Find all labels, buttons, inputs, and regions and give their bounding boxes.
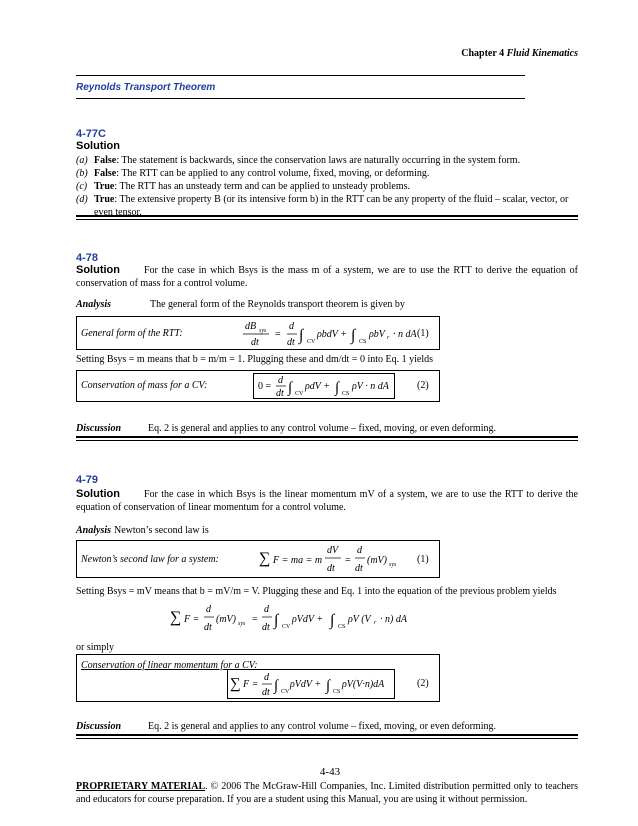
list-item xyxy=(76,180,578,193)
solution-para xyxy=(76,264,578,290)
equation-number: (1) xyxy=(417,554,429,565)
discussion-label: Discussion xyxy=(76,721,122,732)
solution-para xyxy=(76,488,578,514)
equation-box-newton xyxy=(76,540,440,578)
item-verdict: False xyxy=(94,155,117,166)
svg-text:ρbV: ρbV xyxy=(369,329,385,340)
equation-label: Conservation of mass for a CV: xyxy=(81,380,208,391)
svg-text:dB: dB xyxy=(245,321,257,332)
item-verdict: False xyxy=(94,168,117,179)
equation-number: (2) xyxy=(417,678,429,689)
equation-number: (1) xyxy=(417,328,429,339)
setting-para: Setting Bsys = m means that b = m/m = 1. Plugging these and dm/dt = 0 into Eq. 1 yields xyxy=(76,354,433,365)
divider xyxy=(76,734,578,739)
equation-label: Conservation of linear momentum for a CV: xyxy=(81,660,258,671)
svg-text:CV: CV xyxy=(281,689,290,695)
svg-text:(mV): (mV) xyxy=(216,614,236,625)
combined-equation xyxy=(168,600,428,636)
solution-label: Solution xyxy=(76,140,120,152)
analysis-para xyxy=(76,298,405,311)
running-header xyxy=(420,47,578,60)
svg-text:ρbdV +: ρbdV + xyxy=(317,329,347,340)
svg-text:F =: F = xyxy=(243,679,259,690)
solution-text: For the case in which Bsys is the linear momentum mV of a system, we are to use the RTT to derive the equation of conservation of linear momentum for a control volume. xyxy=(76,489,578,513)
svg-text:ρV(V·n)dA: ρV(V·n)dA xyxy=(342,679,385,690)
svg-text:d: d xyxy=(264,672,269,683)
equation-box-momentum-outer xyxy=(76,654,440,702)
svg-text:∫: ∫ xyxy=(299,327,304,344)
svg-text:ρdV +: ρdV + xyxy=(305,381,330,392)
analysis-label: Analysis xyxy=(76,299,112,310)
item-text: : The statement is backwards, since the conservation laws are naturally occurring in the system form. xyxy=(116,155,521,166)
svg-text:· n) dA: · n) dA xyxy=(380,614,407,625)
svg-text:∫: ∫ xyxy=(351,327,356,344)
svg-text:r: r xyxy=(387,335,390,341)
list-item xyxy=(76,154,578,167)
svg-text:dV: dV xyxy=(327,545,339,556)
svg-text:∑: ∑ xyxy=(259,550,271,567)
svg-text:=: = xyxy=(252,614,258,625)
solution-label: Solution xyxy=(76,264,120,276)
equation-box-rtt xyxy=(76,316,440,350)
svg-text:dt: dt xyxy=(355,563,363,574)
newton-equation xyxy=(257,541,437,577)
svg-text:=: = xyxy=(275,329,281,340)
equation-box-mass-inner xyxy=(253,373,395,399)
svg-text:∫: ∫ xyxy=(335,380,340,396)
list-item xyxy=(76,167,578,180)
item-text: : The RTT can be applied to any control volume, fixed, moving, or deforming. xyxy=(116,168,430,179)
item-verdict: True xyxy=(94,181,115,192)
svg-text:CS: CS xyxy=(359,339,367,345)
or-simply: or simply xyxy=(76,642,115,653)
svg-text:d: d xyxy=(206,604,211,615)
section-rule-bottom xyxy=(76,98,525,99)
svg-text:CV: CV xyxy=(295,391,304,397)
copyright-text: . © 2006 The McGraw-Hill Companies, Inc. Limited distribution permitted only to teachers and educators for course preparation. If you are a student using this Manual, you are using it without permission. xyxy=(76,781,578,805)
svg-text:∫: ∫ xyxy=(326,678,331,694)
svg-text:=: = xyxy=(345,555,351,566)
svg-text:r: r xyxy=(374,620,377,626)
chapter-title: Fluid Kinematics xyxy=(506,48,578,59)
problem-number: 4-77C xyxy=(76,128,106,140)
item-key: (c) xyxy=(76,181,88,192)
item-text: : The RTT has an unsteady term and can be applied to unsteady problems. xyxy=(114,181,410,192)
item-text: : The extensive property B (or its intensive form b) in the RTT can be any property of the fluid – scalar, vector, or even tensor. xyxy=(94,194,569,218)
discussion-text: Eq. 2 is general and applies to any control volume – fixed, moving, or even deforming. xyxy=(148,721,496,732)
svg-text:ρV (V: ρV (V xyxy=(348,614,371,625)
svg-text:ρV · n dA: ρV · n dA xyxy=(352,381,389,392)
svg-text:CV: CV xyxy=(307,339,316,345)
svg-text:∑: ∑ xyxy=(230,676,241,692)
svg-text:(mV): (mV) xyxy=(367,555,387,566)
discussion-para xyxy=(76,422,496,435)
momentum-equation xyxy=(228,670,394,698)
svg-text:sys: sys xyxy=(259,328,267,334)
svg-text:d: d xyxy=(278,375,283,386)
svg-text:sys: sys xyxy=(238,621,246,627)
divider xyxy=(76,215,578,220)
svg-text:· n dA: · n dA xyxy=(393,329,417,340)
svg-text:CS: CS xyxy=(342,391,350,397)
svg-text:CV: CV xyxy=(282,624,291,630)
solution-text: For the case in which Bsys is the mass m of a system, we are to use the RTT to derive the equation of conservation of mass for a control volume. xyxy=(76,265,578,289)
svg-text:sys: sys xyxy=(389,562,397,568)
rtt-equation xyxy=(237,317,437,349)
discussion-text: Eq. 2 is general and applies to any control volume – fixed, moving, or even deforming. xyxy=(148,423,496,434)
equation-box-momentum-inner xyxy=(227,669,395,699)
svg-text:dt: dt xyxy=(251,337,259,348)
mass-equation xyxy=(254,374,394,398)
svg-text:dt: dt xyxy=(287,337,295,348)
equation-box-mass-outer xyxy=(76,370,440,402)
chapter-number: Chapter 4 xyxy=(461,48,505,59)
equation-label: General form of the RTT: xyxy=(81,328,183,339)
item-key: (d) xyxy=(76,194,88,205)
answer-list xyxy=(76,154,578,219)
solution-label: Solution xyxy=(76,488,120,500)
copyright-notice xyxy=(76,780,578,806)
svg-text:∫: ∫ xyxy=(330,612,335,629)
item-key: (a) xyxy=(76,155,88,166)
divider xyxy=(76,436,578,441)
item-verdict: True xyxy=(94,194,115,205)
analysis-para xyxy=(76,524,209,537)
discussion-label: Discussion xyxy=(76,423,122,434)
section-rule-top xyxy=(76,75,525,76)
svg-text:CS: CS xyxy=(333,689,341,695)
analysis-label: Analysis xyxy=(76,525,112,536)
svg-text:CS: CS xyxy=(338,624,346,630)
problem-number: 4-79 xyxy=(76,474,99,486)
svg-text:dt: dt xyxy=(327,563,335,574)
svg-text:F =: F = xyxy=(184,614,200,625)
proprietary-label: PROPRIETARY MATERIAL xyxy=(76,781,206,792)
svg-text:d: d xyxy=(357,545,362,556)
page-number: 4-43 xyxy=(319,766,341,778)
analysis-text: The general form of the Reynolds transport theorem is given by xyxy=(150,299,405,310)
svg-text:∫: ∫ xyxy=(288,380,293,396)
item-key: (b) xyxy=(76,168,88,179)
svg-text:dt: dt xyxy=(276,388,284,398)
svg-text:∫: ∫ xyxy=(274,612,279,629)
svg-text:dt: dt xyxy=(262,622,270,633)
svg-text:d: d xyxy=(264,604,269,615)
equation-label: Newton’s second law for a system: xyxy=(81,554,219,565)
setting-para: Setting Bsys = mV means that b = mV/m = V. Plugging these and Eq. 1 into the equation of the previous problem yields xyxy=(76,586,557,597)
analysis-text: Newton’s second law is xyxy=(114,525,209,536)
section-title: Reynolds Transport Theorem xyxy=(76,82,216,93)
svg-text:d: d xyxy=(289,321,294,332)
svg-text:0 =: 0 = xyxy=(258,381,272,392)
equation-number: (2) xyxy=(417,380,429,391)
svg-text:dt: dt xyxy=(204,622,212,633)
problem-number: 4-78 xyxy=(76,252,99,264)
svg-text:∫: ∫ xyxy=(274,678,279,694)
svg-text:F = ma = m: F = ma = m xyxy=(273,555,323,566)
svg-text:dt: dt xyxy=(262,687,270,698)
discussion-para xyxy=(76,720,496,733)
svg-text:ρVdV +: ρVdV + xyxy=(290,679,322,690)
svg-text:ρVdV +: ρVdV + xyxy=(292,614,324,625)
svg-text:∑: ∑ xyxy=(170,609,182,626)
